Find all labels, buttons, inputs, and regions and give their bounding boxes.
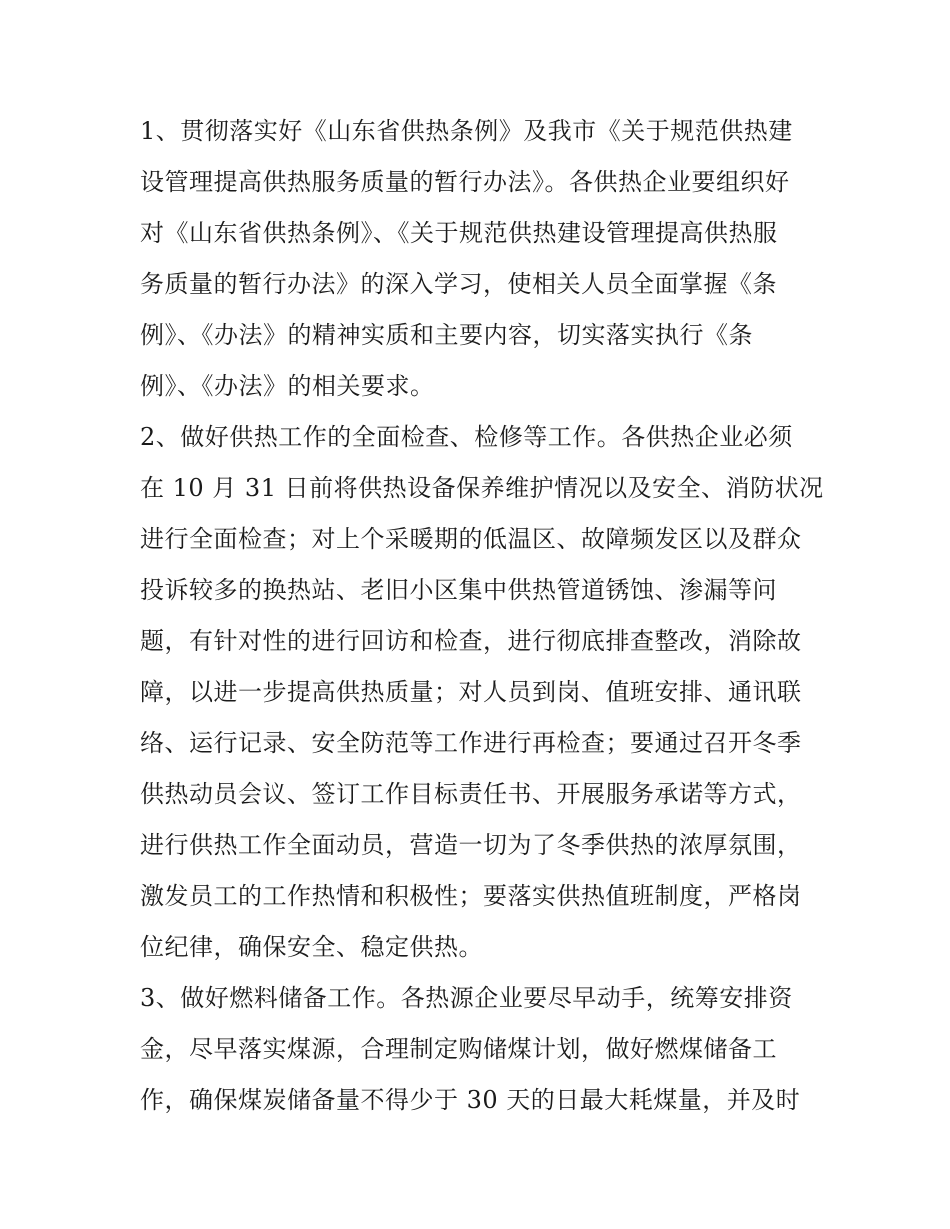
text-line: 供热动员会议、签订工作目标责任书、开展服务承诺等方式， — [140, 780, 802, 808]
text-line: 络、运行记录、安全防范等工作进行再检查；要通过召开冬季 — [140, 729, 802, 757]
text-line: 3、做好燃料储备工作。各热源企业要尽早动手，统筹安排资 — [140, 984, 793, 1012]
text-line: 障，以进一步提高供热质量；对人员到岗、值班安排、通讯联 — [140, 678, 802, 706]
text-line: 题，有针对性的进行回访和检查，进行彻底排查整改，消除故 — [140, 627, 802, 655]
text-line: 进行全面检查；对上个采暖期的低温区、故障频发区以及群众 — [140, 525, 802, 553]
text-line: 例》、《办法》的相关要求。 — [140, 372, 435, 400]
text-line: 1、贯彻落实好《山东省供热条例》及我市《关于规范供热建 — [140, 117, 793, 145]
text-line: 金，尽早落实煤源，合理制定购储煤计划，做好燃煤储备工 — [140, 1035, 777, 1063]
body-text — [140, 106, 840, 1126]
text-line: 激发员工的工作热情和积极性；要落实供热值班制度，严格岗 — [140, 882, 802, 910]
text-line: 投诉较多的换热站、老旧小区集中供热管道锈蚀、渗漏等问 — [140, 576, 777, 604]
text-line: 务质量的暂行办法》的深入学习，使相关人员全面掌握《条 — [140, 270, 777, 298]
text-line: 设管理提高供热服务质量的暂行办法》。各供热企业要组织好 — [140, 168, 790, 196]
text-line: 进行供热工作全面动员，营造一切为了冬季供热的浓厚氛围， — [140, 831, 802, 859]
text-line: 2、做好供热工作的全面检查、检修等工作。各供热企业必须 — [140, 423, 793, 451]
text-line: 作，确保煤炭储备量不得少于 30 天的日最大耗煤量，并及时 — [140, 1086, 801, 1114]
text-line: 在 10 月 31 日前将供热设备保养维护情况以及安全、消防状况 — [140, 474, 824, 502]
text-line: 位纪律，确保安全、稳定供热。 — [140, 933, 483, 961]
text-line: 例》、《办法》的精神实质和主要内容，切实落实执行《条 — [140, 321, 753, 349]
text-line: 对《山东省供热条例》、《关于规范供热建设管理提高供热服 — [140, 219, 778, 247]
